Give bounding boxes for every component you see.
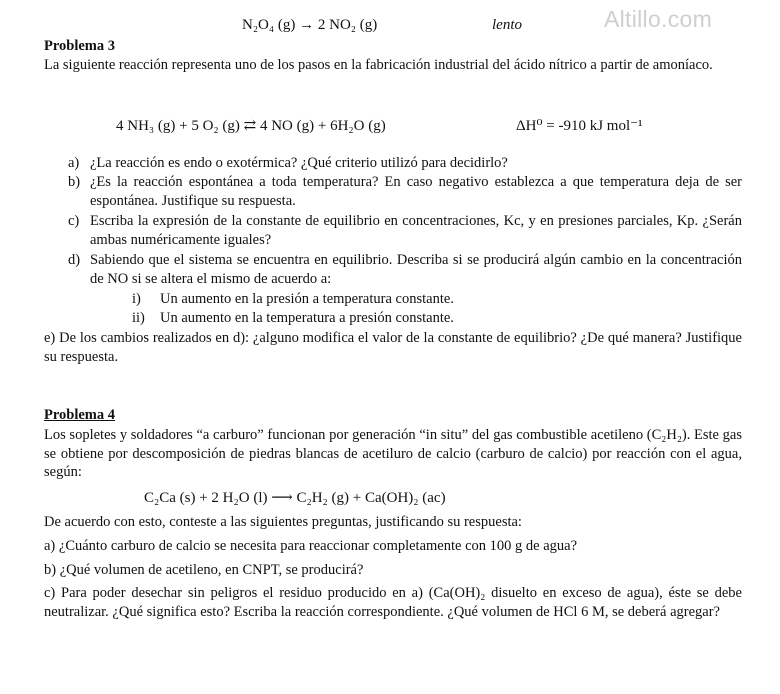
- subitem-label: i): [132, 291, 141, 307]
- problem3-subitem-i: [132, 290, 454, 309]
- item-label: a): [68, 155, 80, 171]
- problem4-title: Problema 4: [44, 407, 116, 423]
- subitem-text: Un aumento en la temperatura a presión constante.: [160, 310, 454, 326]
- problem4-lead: De acuerdo con esto, conteste a las siguientes preguntas, justificando su respuesta:: [44, 514, 522, 530]
- subitem-label: ii): [132, 310, 145, 326]
- problem3-enthalpy: ΔH⁰ = -910 kJ mol⁻¹: [516, 118, 643, 134]
- item-text: Escriba la expresión de la constante de equilibrio en concentraciones, Kc, y en presiones parciales, Kp. ¿Serán ambas numéricamente iguales?: [90, 213, 742, 248]
- top-line: [0, 6, 780, 38]
- item-label: d): [68, 252, 81, 268]
- problem4-intro: Los sopletes y soldadores “a carburo” funcionan por generación “in situ” del gas combustible acetileno (C₂H₂). Este gas se obtiene por descomposición de piedras blancas de acetiluro de calcio (carburo de calcio) por reacción con el agua, según:: [44, 427, 742, 480]
- top-equation: N₂O₄ (g) → 2 NO₂ (g): [242, 17, 378, 33]
- problem4-question-a: a) ¿Cuánto carburo de calcio se necesita para reaccionar completamente con 100 g de agua?: [44, 538, 578, 554]
- item-text: ¿La reacción es endo o exotérmica? ¿Qué criterio utilizó para decidirlo?: [90, 155, 508, 171]
- problem3-item-b: [68, 173, 742, 210]
- problem3-subitem-ii: [132, 309, 454, 328]
- problem3-item-c: [68, 212, 742, 249]
- problem3-equation: 4 NH₃ (g) + 5 O₂ (g) ⇄ 4 NO (g) + 6H₂O (g): [116, 118, 386, 134]
- item-label: c): [68, 213, 80, 229]
- item-text: Sabiendo que el sistema se encuentra en equilibrio. Describa si se producirá algún cambio en la concentración de NO si se altera el mismo de acuerdo a:: [90, 252, 742, 287]
- subitem-text: Un aumento en la presión a temperatura constante.: [160, 291, 454, 307]
- problem3-intro: La siguiente reacción representa uno de los pasos en la fabricación industrial del ácido nítrico a partir de amoníaco.: [44, 57, 713, 73]
- problem3-item-e: e) De los cambios realizados en d): ¿alguno modifica el valor de la constante de equilibrio? ¿De qué manera? Justifique su respuesta.: [44, 330, 742, 365]
- item-text: ¿Es la reacción espontánea a toda temperatura? En caso negativo establezca a que temperatura deja de ser espontánea. Justifique su respuesta.: [90, 174, 742, 209]
- problem4-question-c: c) Para poder desechar sin peligros el residuo producido en a) (Ca(OH)₂ disuelto en exceso de agua), éste se debe neutralizar. ¿Qué significa esto? Escriba la reacción correspondiente. ¿Qué volumen de HCl 6 M, se deberá agregar?: [44, 585, 742, 620]
- item-label: b): [68, 174, 81, 190]
- problem3-item-a: [68, 154, 742, 173]
- reaction-speed-label: lento: [492, 17, 522, 33]
- problem4-equation: C₂Ca (s) + 2 H₂O (l) ⟶ C₂H₂ (g) + Ca(OH)₂ (ac): [144, 490, 446, 506]
- watermark-logo: Altillo.com: [604, 6, 713, 32]
- problem3-item-d: [68, 251, 742, 288]
- problem3-title: Problema 3: [44, 38, 116, 54]
- problem4-question-b: b) ¿Qué volumen de acetileno, en CNPT, se producirá?: [44, 562, 364, 578]
